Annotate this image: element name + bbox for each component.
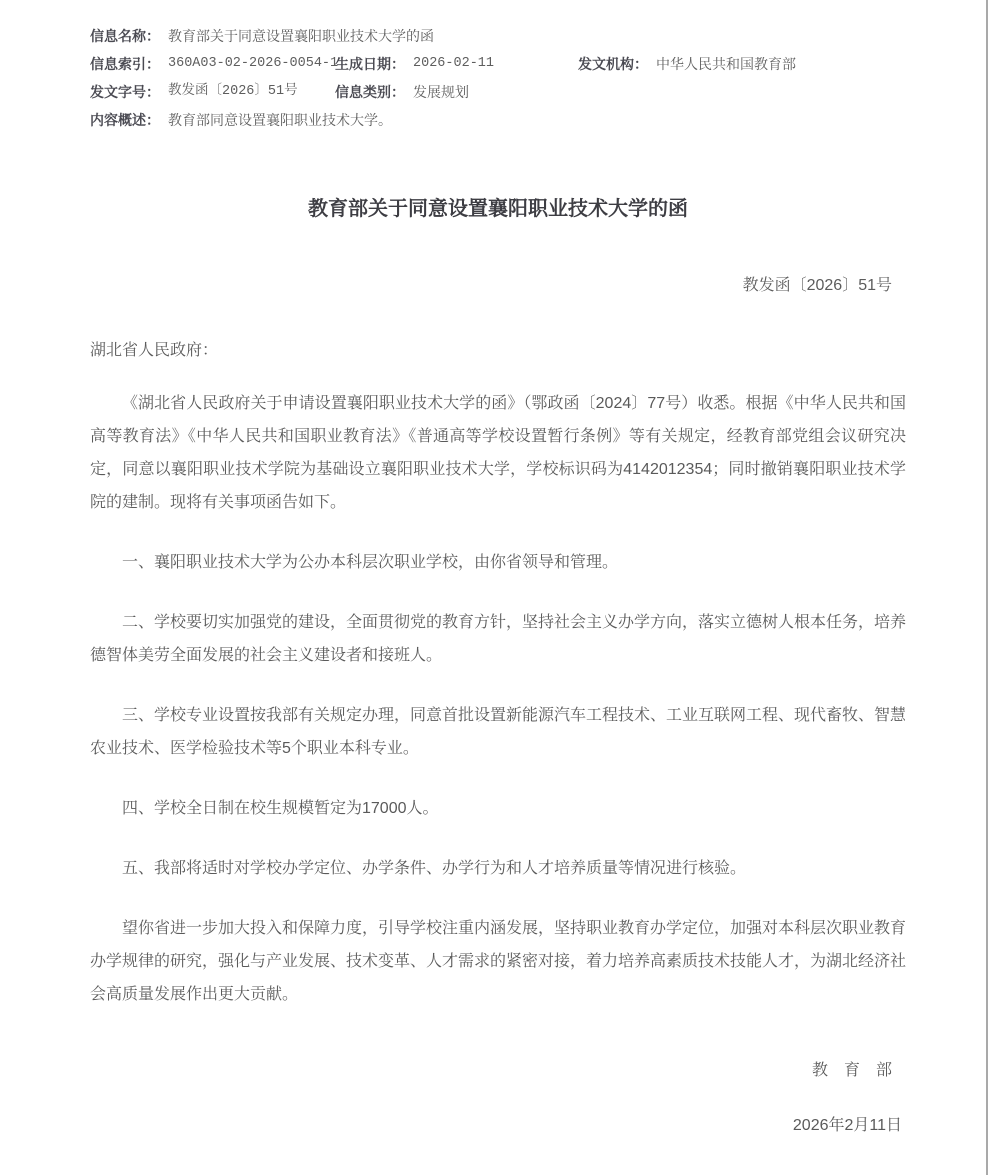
meta-label-info-index: 信息索引：	[90, 56, 160, 72]
letter-title: 教育部关于同意设置襄阳职业技术大学的函	[308, 198, 688, 220]
letter-signer: 教 育 部	[811, 1062, 892, 1079]
meta-value-doc-number: 教发函〔2026〕51号	[168, 84, 298, 99]
letter-salutation: 湖北省人民政府：	[90, 342, 219, 359]
meta-label-info-name: 信息名称：	[90, 28, 160, 44]
letter-paragraph-item-5: 五、我部将适时对学校办学定位、办学条件、办学行为和人才培养质量等情况进行核验。	[122, 860, 747, 877]
meta-item-info-index	[90, 50, 339, 78]
meta-item-summary	[90, 106, 392, 134]
letter-paragraph-item-3: 三、学校专业设置按我部有关规定办理，同意首批设置新能源汽车工程技术、工业互联网工程、现代畜牧、智慧农业技术、医学检验技术等5个职业本科专业。	[90, 707, 907, 757]
meta-value-info-category: 发展规划	[413, 84, 469, 100]
letter-paragraph-item-1: 一、襄阳职业技术大学为公办本科层次职业学校，由你省领导和管理。	[122, 554, 619, 571]
meta-value-summary: 教育部同意设置襄阳职业技术大学。	[168, 112, 392, 128]
meta-label-gen-date: 生成日期：	[335, 56, 405, 72]
meta-row-summary	[90, 106, 908, 134]
meta-value-gen-date: 2026-02-11	[413, 56, 495, 71]
meta-row-index-date-org	[90, 50, 908, 78]
meta-item-issuing-org	[578, 50, 908, 78]
meta-label-issuing-org: 发文机构：	[578, 56, 648, 72]
letter-body	[0, 196, 986, 1175]
meta-label-summary: 内容概述：	[90, 112, 160, 128]
letter-date: 2026年2月11日	[792, 1117, 902, 1134]
meta-label-info-category: 信息类别：	[335, 84, 405, 100]
meta-label-doc-number: 发文字号：	[90, 84, 160, 100]
meta-item-gen-date	[335, 50, 578, 78]
meta-item-info-category	[335, 78, 908, 106]
letter-paragraph-item-2: 二、学校要切实加强党的建设，全面贯彻党的教育方针，坚持社会主义办学方向，落实立德树人根本任务，培养德智体美劳全面发展的社会主义建设者和接班人。	[90, 614, 907, 664]
meta-value-info-index: 360A03-02-2026-0054-1	[168, 56, 339, 71]
document-metadata	[0, 0, 986, 134]
letter-paragraph-closing: 望你省进一步加大投入和保障力度，引导学校注重内涵发展，坚持职业教育办学定位，加强对本科层次职业教育办学规律的研究，强化与产业发展、技术变革、人才需求的紧密对接，着力培养高素质技术技能人才，为湖北经济社会高质量发展作出更大贡献。	[90, 920, 907, 1003]
meta-item-doc-number	[90, 78, 335, 106]
meta-item-info-name	[90, 22, 434, 50]
meta-value-info-name: 教育部关于同意设置襄阳职业技术大学的函	[168, 28, 434, 44]
meta-row-info-name	[90, 22, 908, 50]
letter-doc-number: 教发函〔2026〕51号	[742, 277, 892, 294]
meta-row-docnum-category	[90, 78, 908, 106]
letter-paragraph-intro: 《湖北省人民政府关于申请设置襄阳职业技术大学的函》（鄂政函〔2024〕77号）收悉。根据《中华人民共和国高等教育法》《中华人民共和国职业教育法》《普通高等学校设置暂行条例》等有关规定，经教育部党组会议研究决定，同意以襄阳职业技术学院为基础设立襄阳职业技术大学，学校标识码为4142012354；同时撤销襄阳职业技术学院的建制。现将有关事项函告如下。	[90, 395, 906, 511]
letter-paragraph-item-4: 四、学校全日制在校生规模暂定为17000人。	[122, 800, 439, 817]
meta-value-issuing-org: 中华人民共和国教育部	[656, 56, 796, 72]
